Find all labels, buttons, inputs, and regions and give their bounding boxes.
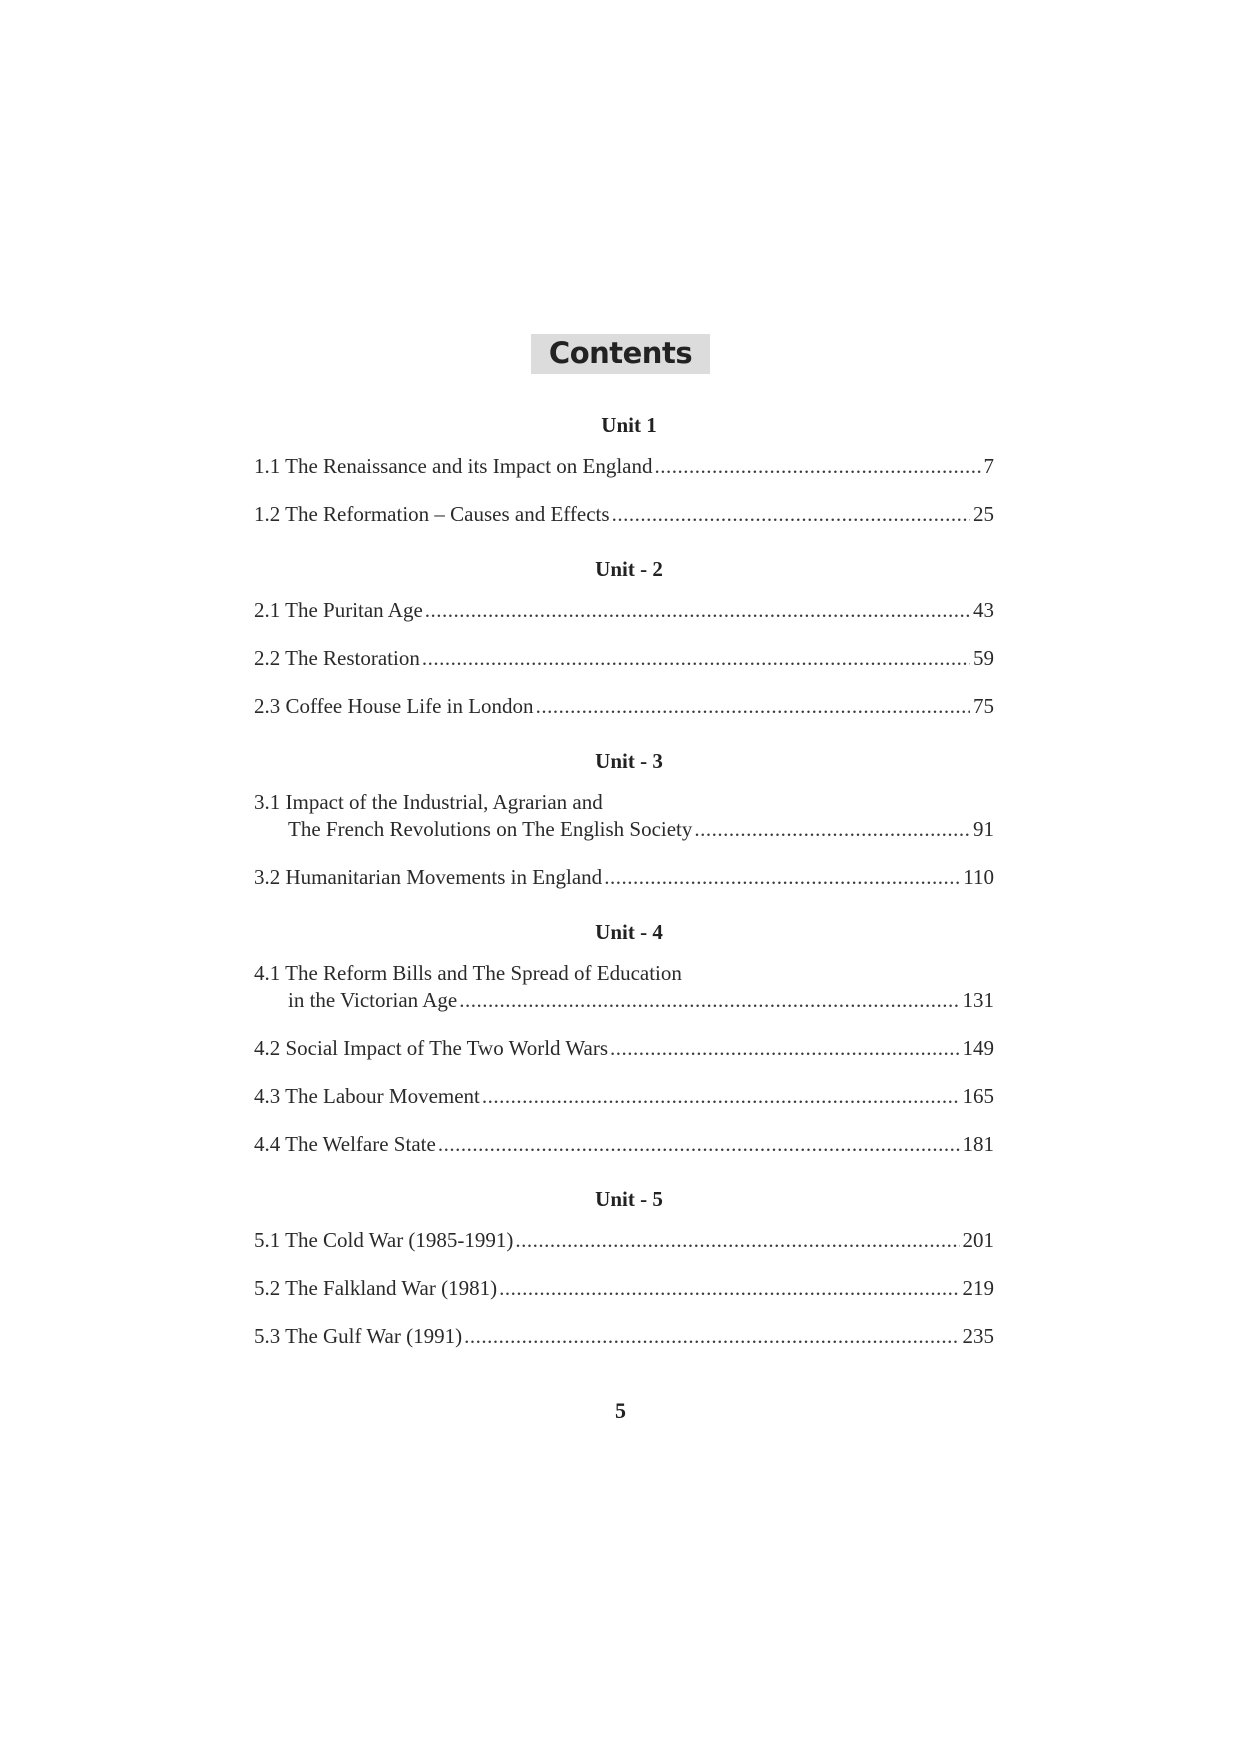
toc-entry [254, 1323, 994, 1350]
toc-entry-page-number: 59 [973, 646, 994, 670]
toc-entry-line [254, 1227, 994, 1254]
toc-entry-title: 1.2 The Reformation – Causes and Effects [254, 502, 610, 526]
toc-entry [254, 1131, 994, 1158]
toc-entry [254, 1035, 994, 1062]
toc-entry-title: in the Victorian Age [288, 988, 458, 1012]
toc-entry-page-number: 91 [973, 817, 994, 841]
toc-entry [254, 645, 994, 672]
toc-entry-title: 5.2 The Falkland War (1981) [254, 1276, 498, 1300]
dot-leader [694, 816, 970, 843]
table-of-contents [254, 405, 994, 1371]
page-number: 5 [615, 1398, 626, 1423]
toc-entry-title: 2.3 Coffee House Life in London [254, 694, 534, 718]
toc-entry-page-number: 131 [962, 988, 994, 1012]
toc-entry-line [254, 1275, 994, 1302]
toc-entry [254, 1275, 994, 1302]
toc-entry-title: 4.2 Social Impact of The Two World Wars [254, 1036, 609, 1060]
toc-entry-page-number: 235 [962, 1324, 994, 1348]
toc-entry-title: 1.1 The Renaissance and its Impact on England [254, 454, 653, 478]
toc-entry-title: 4.3 The Labour Movement [254, 1084, 480, 1108]
dot-leader [425, 597, 970, 624]
toc-entry-line [254, 864, 994, 891]
toc-entry-page-number: 43 [973, 598, 994, 622]
unit-heading: Unit - 3 [595, 749, 663, 773]
dot-leader [482, 1083, 960, 1110]
toc-entry-line [254, 960, 994, 987]
toc-entry-line [254, 1083, 994, 1110]
toc-entry [254, 501, 994, 528]
dot-leader [610, 1035, 959, 1062]
dot-leader [612, 501, 970, 528]
toc-entry-page-number: 25 [973, 502, 994, 526]
toc-entry-page-number: 219 [962, 1276, 994, 1300]
toc-entry-line [254, 1035, 994, 1062]
toc-entry [254, 693, 994, 720]
toc-entry [254, 1083, 994, 1110]
dot-leader [438, 1131, 960, 1158]
toc-entry-line [254, 645, 994, 672]
toc-entry-title: 2.1 The Puritan Age [254, 598, 423, 622]
toc-entry [254, 453, 994, 480]
dot-leader [464, 1323, 959, 1350]
toc-entry [254, 597, 994, 624]
toc-entry-line [254, 453, 994, 480]
title-container [0, 334, 1241, 374]
toc-entry [254, 864, 994, 891]
toc-entry-title: 3.1 Impact of the Industrial, Agrarian and [254, 790, 603, 814]
dot-leader [499, 1275, 959, 1302]
dot-leader [655, 453, 981, 480]
dot-leader [604, 864, 960, 891]
toc-entry-title: 5.3 The Gulf War (1991) [254, 1324, 463, 1348]
unit-heading: Unit - 4 [595, 920, 663, 944]
toc-entry-title: 4.1 The Reform Bills and The Spread of Education [254, 961, 682, 985]
toc-entry-title: The French Revolutions on The English Society [288, 817, 693, 841]
toc-entry-line [254, 1323, 994, 1350]
page-title: Contents [531, 334, 710, 374]
toc-entry [254, 960, 994, 1014]
toc-entry-line [254, 1131, 994, 1158]
unit-heading: Unit - 5 [595, 1187, 663, 1211]
toc-entry-line [254, 693, 994, 720]
toc-entry-page-number: 110 [963, 865, 994, 889]
toc-entry-page-number: 149 [962, 1036, 994, 1060]
toc-entry [254, 1227, 994, 1254]
toc-entry [254, 789, 994, 843]
toc-entry-title: 3.2 Humanitarian Movements in England [254, 865, 603, 889]
toc-entry-line [254, 501, 994, 528]
toc-entry-page-number: 7 [983, 454, 994, 478]
dot-leader [536, 693, 970, 720]
dot-leader [459, 987, 959, 1014]
dot-leader [515, 1227, 959, 1254]
toc-entry-title: 5.1 The Cold War (1985-1991) [254, 1228, 514, 1252]
toc-entry-line [254, 789, 994, 816]
dot-leader [422, 645, 970, 672]
unit-heading: Unit 1 [601, 413, 657, 437]
toc-entry-line [254, 816, 994, 843]
unit-heading: Unit - 2 [595, 557, 663, 581]
toc-entry-page-number: 165 [962, 1084, 994, 1108]
toc-entry-line [254, 987, 994, 1014]
toc-entry-title: 2.2 The Restoration [254, 646, 420, 670]
toc-entry-page-number: 181 [962, 1132, 994, 1156]
toc-entry-page-number: 75 [973, 694, 994, 718]
toc-entry-page-number: 201 [962, 1228, 994, 1252]
toc-entry-line [254, 597, 994, 624]
toc-entry-title: 4.4 The Welfare State [254, 1132, 436, 1156]
